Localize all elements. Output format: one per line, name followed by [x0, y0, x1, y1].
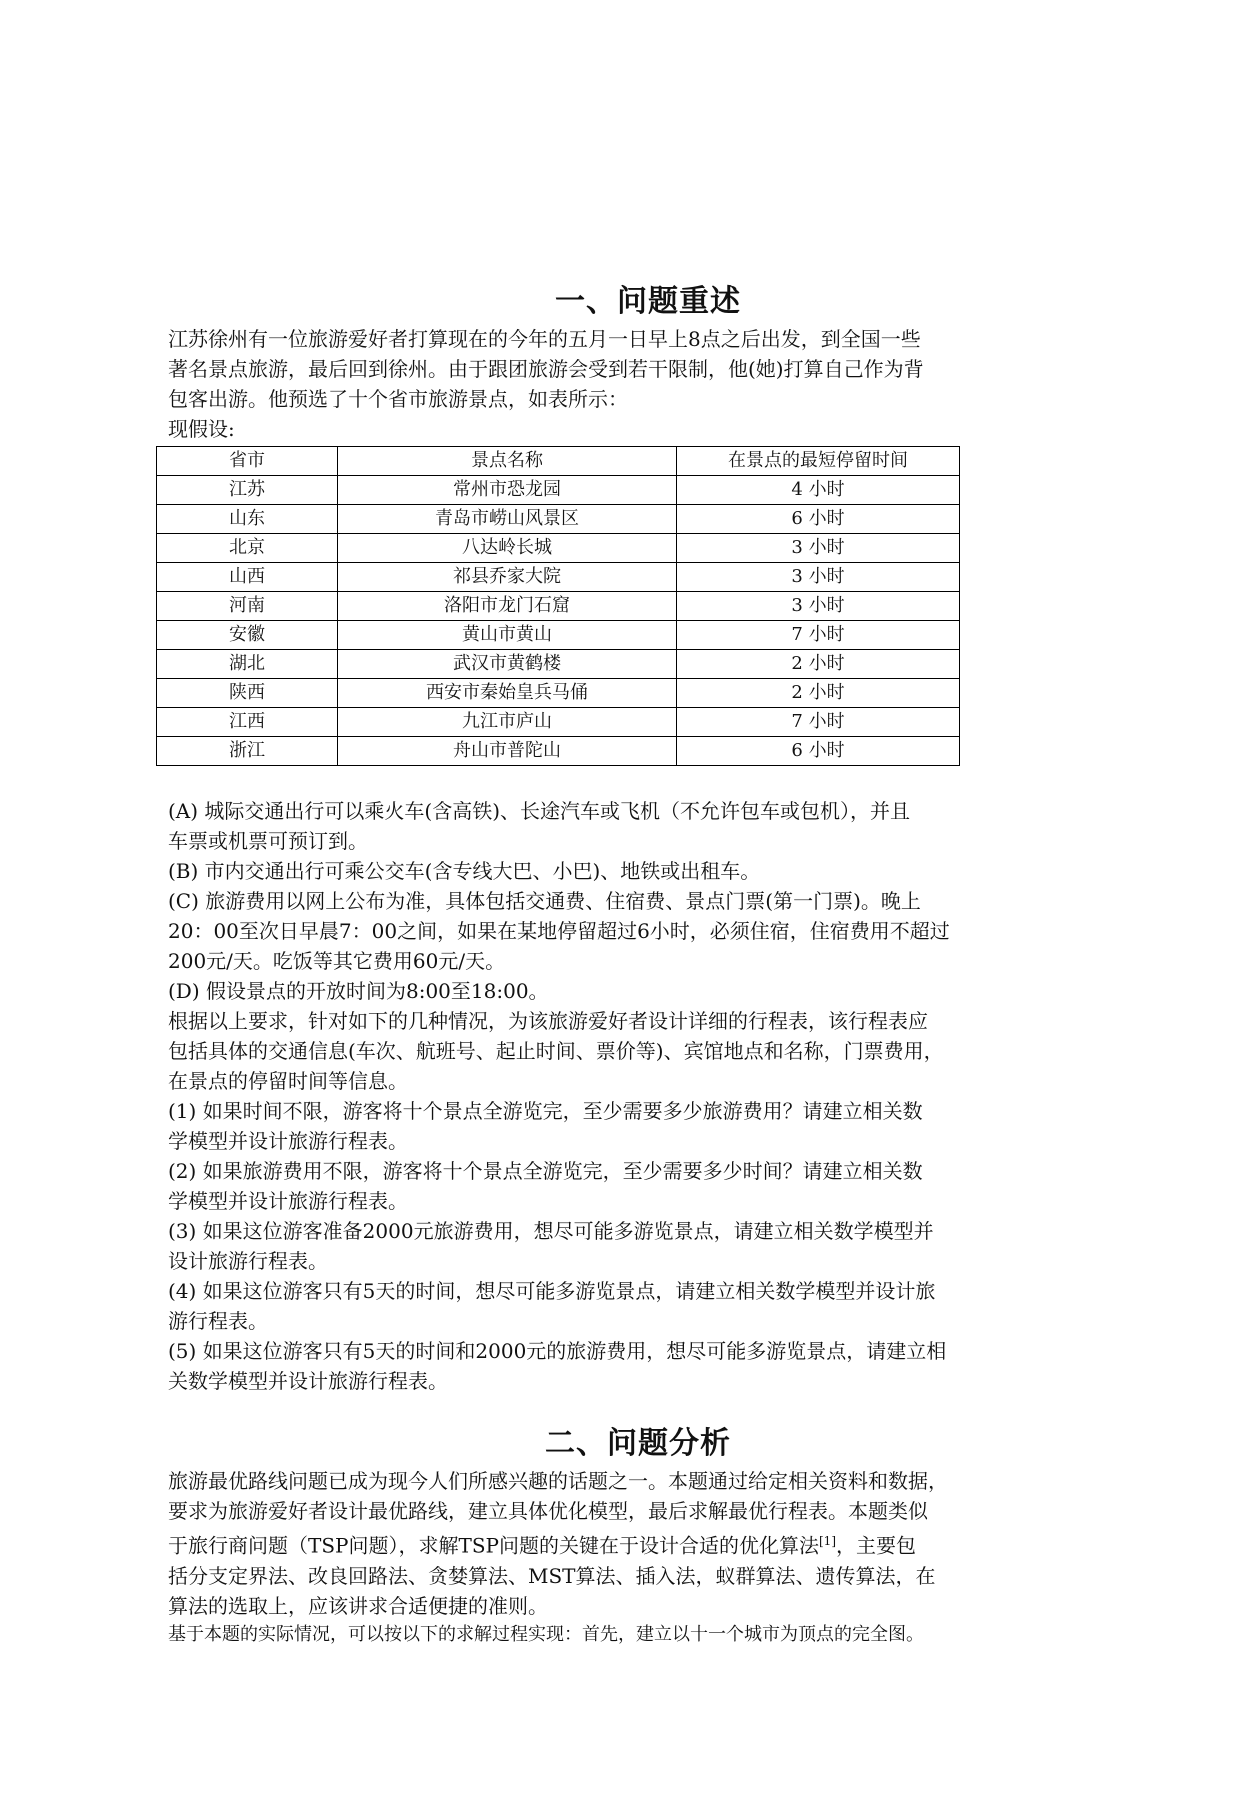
cell-stay-time: 7 小时 [677, 708, 960, 737]
intro-line: 包客出游。他预选了十个省市旅游景点，如表所示： [168, 387, 628, 411]
cell-province: 湖北 [157, 650, 338, 679]
assumption-line: 车票或机票可预订到。 [168, 829, 368, 853]
cell-attraction: 祁县乔家大院 [338, 563, 677, 592]
assume-label: 现假设: [168, 417, 235, 441]
cell-province: 浙江 [157, 737, 338, 766]
table-header-row [157, 447, 960, 476]
table-row [157, 708, 960, 737]
section2-title: 二、问题分析 [545, 1426, 731, 1461]
analysis-last-line: 基于本题的实际情况，可以按以下的求解过程实现：首先，建立以十一个城市为顶点的完全图。 [168, 1623, 924, 1645]
cell-province: 北京 [157, 534, 338, 563]
question-line: 游行程表。 [168, 1309, 268, 1333]
cell-attraction: 武汉市黄鹤楼 [338, 650, 677, 679]
table-row [157, 505, 960, 534]
analysis-text: ，主要包 [836, 1533, 916, 1558]
cell-attraction: 西安市秦始皇兵马俑 [338, 679, 677, 708]
cell-province: 江西 [157, 708, 338, 737]
question-line: (4) 如果这位游客只有5天的时间，想尽可能多游览景点，请建立相关数学模型并设计旅 [168, 1279, 936, 1303]
table-row [157, 534, 960, 563]
question-line: (1) 如果时间不限，游客将十个景点全游览完，至少需要多少旅游费用？请建立相关数 [168, 1099, 923, 1123]
question-line: 学模型并设计旅游行程表。 [168, 1129, 408, 1153]
cell-province: 河南 [157, 592, 338, 621]
table-row [157, 679, 960, 708]
cell-stay-time: 4 小时 [677, 476, 960, 505]
cell-attraction: 八达岭长城 [338, 534, 677, 563]
table-row [157, 592, 960, 621]
section1-title: 一、问题重述 [555, 284, 741, 319]
cell-attraction: 舟山市普陀山 [338, 737, 677, 766]
cell-province: 山西 [157, 563, 338, 592]
cell-stay-time: 3 小时 [677, 592, 960, 621]
header-province: 省市 [157, 447, 338, 476]
assumption-line: 20：00至次日早晨7：00之间，如果在某地停留超过6小时，必须住宿，住宿费用不超过 [168, 919, 950, 943]
intro-line: 江苏徐州有一位旅游爱好者打算现在的今年的五月一日早上8点之后出发，到全国一些 [168, 327, 921, 351]
cell-stay-time: 3 小时 [677, 534, 960, 563]
cell-attraction: 青岛市崂山风景区 [338, 505, 677, 534]
requirement-line: 根据以上要求，针对如下的几种情况，为该旅游爱好者设计详细的行程表，该行程表应 [168, 1009, 928, 1033]
table-row [157, 621, 960, 650]
citation-ref: [1] [819, 1534, 836, 1548]
cell-stay-time: 2 小时 [677, 679, 960, 708]
assumption-line: (A) 城际交通出行可以乘火车(含高铁)、长途汽车或飞机（不允许包车或包机），并且 [168, 799, 911, 823]
analysis-line: 旅游最优路线问题已成为现今人们所感兴趣的话题之一。本题通过给定相关资料和数据， [168, 1469, 948, 1493]
intro-line: 著名景点旅游，最后回到徐州。由于跟团旅游会受到若干限制，他(她)打算自己作为背 [168, 357, 924, 381]
table-row [157, 650, 960, 679]
table-row [157, 737, 960, 766]
analysis-line: 算法的选取上，应该讲求合适便捷的准则。 [168, 1593, 548, 1618]
cell-stay-time: 3 小时 [677, 563, 960, 592]
cell-stay-time: 2 小时 [677, 650, 960, 679]
analysis-line: 要求为旅游爱好者设计最优路线，建立具体优化模型，最后求解最优行程表。本题类似 [168, 1499, 928, 1523]
cell-province: 山东 [157, 505, 338, 534]
question-line: 设计旅游行程表。 [168, 1249, 328, 1273]
question-line: (3) 如果这位游客准备2000元旅游费用，想尽可能多游览景点，请建立相关数学模型并 [168, 1219, 934, 1243]
requirement-line: 在景点的停留时间等信息。 [168, 1069, 408, 1093]
assumption-line: (C) 旅游费用以网上公布为准，具体包括交通费、住宿费、景点门票(第一门票)。晚上 [168, 889, 921, 913]
cell-province: 安徽 [157, 621, 338, 650]
requirement-line: 包括具体的交通信息(车次、航班号、起止时间、票价等)、宾馆地点和名称，门票费用， [168, 1039, 944, 1063]
table-row [157, 563, 960, 592]
header-attraction: 景点名称 [338, 447, 677, 476]
assumption-line: 200元/天。吃饭等其它费用60元/天。 [168, 949, 506, 973]
cell-stay-time: 6 小时 [677, 737, 960, 766]
cell-attraction: 黄山市黄山 [338, 621, 677, 650]
cell-attraction: 洛阳市龙门石窟 [338, 592, 677, 621]
question-line: 学模型并设计旅游行程表。 [168, 1189, 408, 1213]
cell-attraction: 常州市恐龙园 [338, 476, 677, 505]
analysis-line [168, 1526, 1108, 1561]
attractions-table [156, 446, 960, 766]
cell-stay-time: 6 小时 [677, 505, 960, 534]
cell-province: 江苏 [157, 476, 338, 505]
table-row [157, 476, 960, 505]
document-page [168, 280, 1108, 1649]
analysis-text: 于旅行商问题（TSP问题），求解TSP问题的关键在于设计合适的优化算法 [168, 1533, 819, 1558]
header-stay-time: 在景点的最短停留时间 [677, 447, 960, 476]
question-line: (2) 如果旅游费用不限，游客将十个景点全游览完，至少需要多少时间？请建立相关数 [168, 1159, 923, 1183]
analysis-line: 括分支定界法、改良回路法、贪婪算法、MST算法、插入法，蚁群算法、遗传算法，在 [168, 1563, 936, 1588]
cell-stay-time: 7 小时 [677, 621, 960, 650]
question-line: 关数学模型并设计旅游行程表。 [168, 1369, 448, 1393]
cell-attraction: 九江市庐山 [338, 708, 677, 737]
cell-province: 陕西 [157, 679, 338, 708]
assumption-line: (D) 假设景点的开放时间为8:00至18:00。 [168, 979, 549, 1003]
question-line: (5) 如果这位游客只有5天的时间和2000元的旅游费用，想尽可能多游览景点，请建立相 [168, 1339, 947, 1363]
assumption-line: (B) 市内交通出行可乘公交车(含专线大巴、小巴)、地铁或出租车。 [168, 859, 761, 883]
